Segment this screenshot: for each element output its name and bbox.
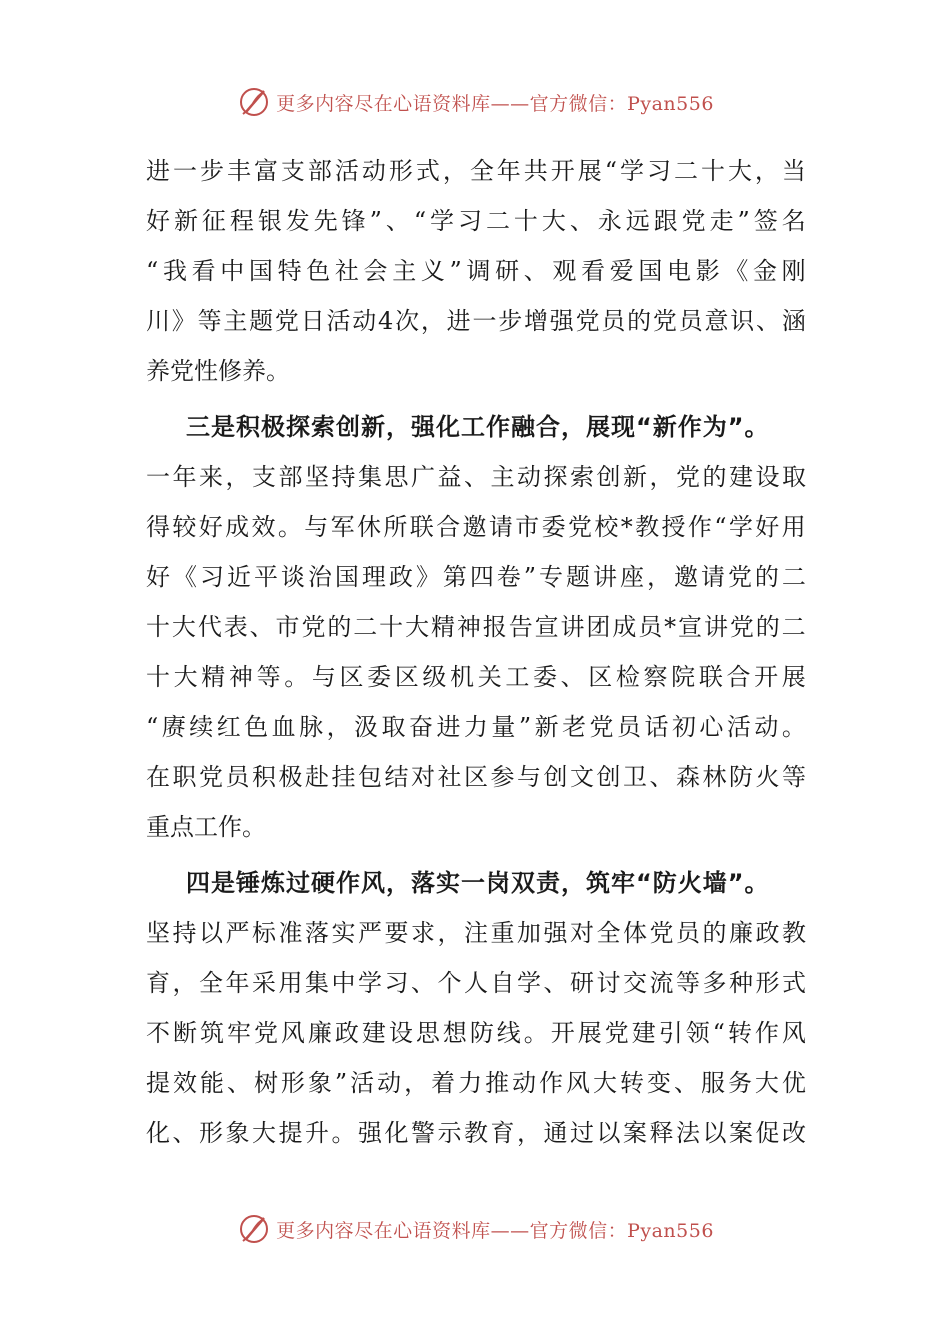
banner-library-name: 更多内容尽在心语资料库: [276, 1219, 491, 1242]
banner-wechat-id: 官方微信：Pyan556: [529, 1219, 714, 1242]
quill-logo-icon: [236, 1211, 272, 1247]
paragraph-line: 养党性修养。: [146, 357, 290, 385]
banner-separator: ——: [490, 1219, 530, 1242]
paragraph-line: 川 》 等 主 题 党 日 活 动 4 次 ， 进 一 步 增 强 党 员 的 党 员 意 识 、 涵: [146, 307, 806, 335]
footer-banner: [0, 1209, 950, 1249]
header-banner: [0, 82, 950, 122]
paragraph-line: 不 断 筑 牢 党 风 廉 政 建 设 思 想 防 线 。 开 展 党 建 引 领 “ 转 作 风: [146, 1019, 806, 1047]
section-heading: 三是积极探索创新，强化工作融合，展现“新作为”。: [186, 413, 770, 441]
paragraph-line: 坚 持 以 严 标 准 落 实 严 要 求 ， 注 重 加 强 对 全 体 党 员 的 廉 政 教: [146, 919, 806, 947]
banner-library-name: 更多内容尽在心语资料库: [276, 92, 491, 115]
paragraph-line: 重点工作。: [146, 813, 266, 841]
quill-logo-icon: [236, 84, 272, 120]
paragraph-line: “ 我 看 中 国 特 色 社 会 主 义 ” 调 研 、 观 看 爱 国 电 影 《 金 刚: [146, 257, 806, 285]
paragraph-line: 得 较 好 成 效 。 与 军 休 所 联 合 邀 请 市 委 党 校 * 教 授 作 “ 学 好 用: [146, 513, 806, 541]
banner-text: [276, 89, 714, 116]
paragraph-line: 好 《 习 近 平 谈 治 国 理 政 》 第 四 卷 ” 专 题 讲 座 ， 邀 请 党 的 二: [146, 563, 806, 591]
paragraph-line: 化 、 形 象 大 提 升 。 强 化 警 示 教 育 ， 通 过 以 案 释 法 以 案 促 改: [146, 1119, 806, 1147]
banner-separator: ——: [490, 92, 530, 115]
paragraph-line: 十 大 精 神 等 。 与 区 委 区 级 机 关 工 委 、 区 检 察 院 联 合 开 展: [146, 663, 806, 691]
banner-wechat-id: 官方微信：Pyan556: [529, 92, 714, 115]
paragraph-line: 育 ， 全 年 采 用 集 中 学 习 、 个 人 自 学 、 研 讨 交 流 等 多 种 形 式: [146, 969, 806, 997]
paragraph-line: 进 一 步 丰 富 支 部 活 动 形 式 ， 全 年 共 开 展 “ 学 习 二 十 大 ， 当: [146, 157, 806, 185]
paragraph-line: 在 职 党 员 积 极 赴 挂 包 结 对 社 区 参 与 创 文 创 卫 、 森 林 防 火 等: [146, 763, 806, 791]
paragraph-line: 提 效 能 、 树 形 象 ” 活 动 ， 着 力 推 动 作 风 大 转 变 、 服 务 大 优: [146, 1069, 806, 1097]
section-heading: 四是锤炼过硬作风，落实一岗双责，筑牢“防火墙”。: [186, 869, 770, 897]
paragraph-line: “ 赓 续 红 色 血 脉 ， 汲 取 奋 进 力 量 ” 新 老 党 员 话 初 心 活 动 。: [146, 713, 806, 741]
paragraph-line: 十 大 代 表 、 市 党 的 二 十 大 精 神 报 告 宣 讲 团 成 员 * 宣 讲 党 的 二: [146, 613, 806, 641]
paragraph-line: 一 年 来 ， 支 部 坚 持 集 思 广 益 、 主 动 探 索 创 新 ， 党 的 建 设 取: [146, 463, 806, 491]
paragraph-line: 好 新 征 程 银 发 先 锋 ” 、 “ 学 习 二 十 大 、 永 远 跟 党 走 ” 签 名: [146, 207, 806, 235]
banner-text: [276, 1216, 714, 1243]
document-body: [146, 146, 806, 1158]
